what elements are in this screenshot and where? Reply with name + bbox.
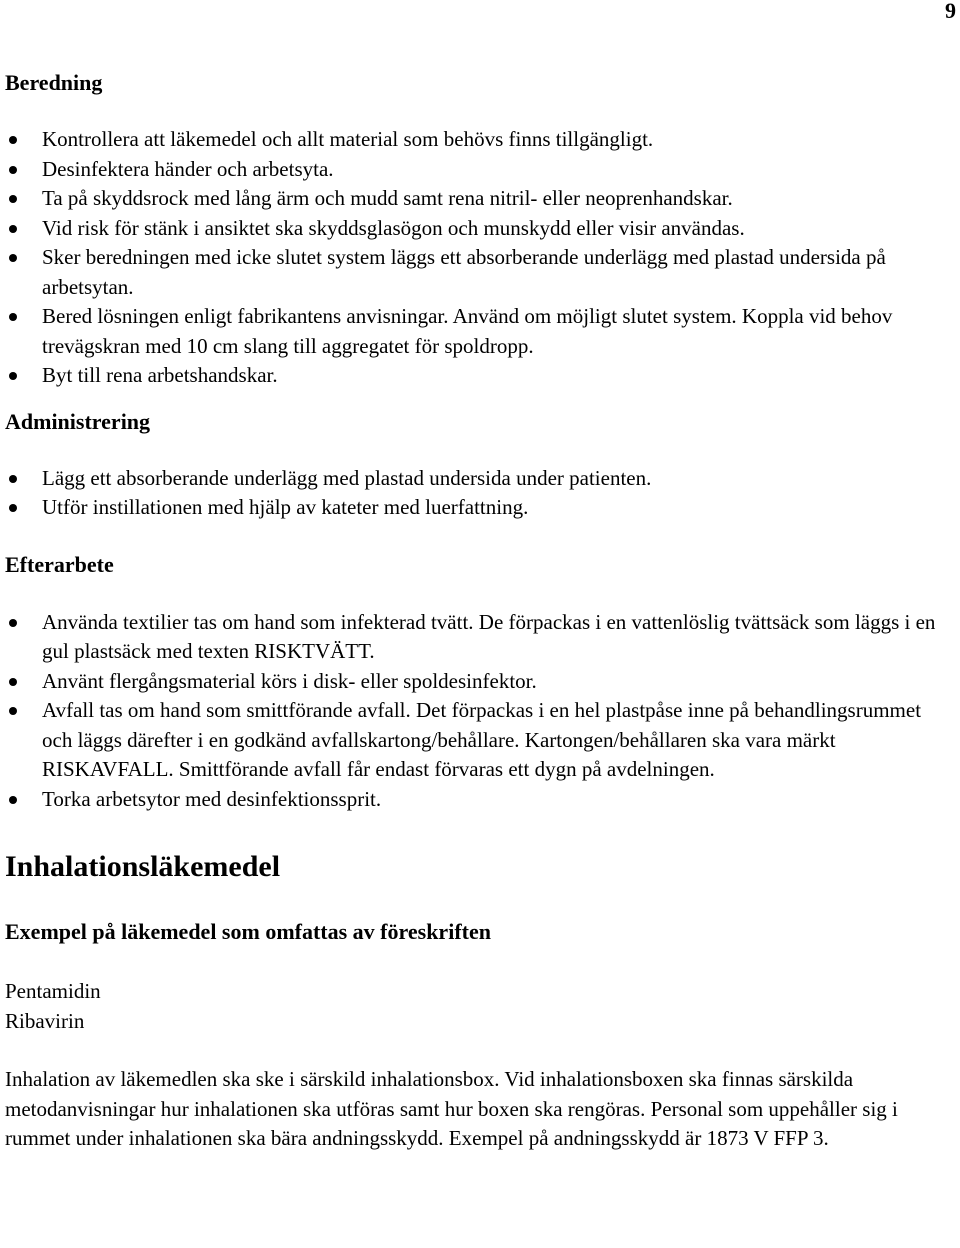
- list-item-text: Kontrollera att läkemedel och allt material som behövs finns tillgängligt.: [42, 127, 654, 151]
- list-item-text: Desinfektera händer och arbetsyta.: [42, 156, 334, 181]
- section-heading-efterarbete: Efterarbete: [5, 551, 114, 577]
- list-item: [5, 608, 945, 667]
- inhalation-paragraph: Inhalation av läkemedlen ska ske i särskild inhalationsbox. Vid inhalationsboxen ska finnas särskilda metodanvisningar hur inhalationen ska utföras samt hur boxen ska rengöras. Personal som uppehåller sig i rummet under inhalationen ska bära andningsskydd. Exempel på andningsskydd är 1873 V FFP 3.: [5, 1067, 898, 1150]
- subheading-exempel: Exempel på läkemedel som omfattas av föreskriften: [5, 919, 491, 944]
- bullet-icon: [9, 166, 17, 174]
- bullet-icon: [9, 796, 17, 804]
- list-item-text: Vid risk för stänk i ansiktet ska skyddsglasögon och munskydd eller visir användas.: [42, 215, 745, 240]
- section-title-inhalationslakemedel: Inhalationsläkemedel: [5, 850, 281, 883]
- beredning-list: [5, 125, 945, 391]
- list-item-text: Bered lösningen enligt fabrikantens anvisningar. Använd om möjligt slutet system. Koppla vid behov trevägskran med 10 cm slang till aggregatet för spoldropp.: [42, 304, 893, 358]
- list-item: [5, 184, 945, 214]
- bullet-icon: [9, 475, 17, 483]
- list-item: [5, 667, 945, 697]
- bullet-icon: [9, 707, 17, 715]
- efterarbete-list: [5, 608, 945, 815]
- list-item: [5, 155, 945, 185]
- bullet-icon: [9, 372, 17, 380]
- page-number: 9: [945, 0, 956, 23]
- bullet-icon: [9, 313, 17, 321]
- section-heading-administrering: Administrering: [5, 408, 151, 434]
- section-heading-beredning: Beredning: [5, 70, 103, 95]
- list-item-text: Använda textilier tas om hand som infekterad tvätt. De förpackas i en vattenlöslig tvättsäck som läggs i en gul plastsäck med texten RISKTVÄTT.: [42, 609, 936, 663]
- list-item-text: Sker beredningen med icke slutet system läggs ett absorberande underlägg med plastad undersida på arbetsytan.: [42, 245, 886, 299]
- list-item-text: Ta på skyddsrock med lång ärm och mudd samt rena nitril- eller neoprenhandskar.: [42, 186, 733, 210]
- bullet-icon: [9, 504, 17, 512]
- bullet-icon: [9, 136, 17, 144]
- list-item-text: Använt flergångsmaterial körs i disk- eller spoldesinfektor.: [42, 668, 537, 693]
- bullet-icon: [9, 619, 17, 627]
- list-item: [5, 785, 945, 815]
- list-item: [5, 302, 945, 361]
- drug-name: Pentamidin: [5, 979, 101, 1003]
- bullet-icon: [9, 254, 17, 262]
- list-item-text: Torka arbetsytor med desinfektionssprit.: [42, 786, 382, 811]
- bullet-icon: [9, 195, 17, 203]
- list-item: [5, 696, 945, 785]
- bullet-icon: [9, 225, 17, 233]
- list-item: [5, 464, 945, 494]
- list-item: [5, 493, 945, 523]
- list-item-text: Lägg ett absorberande underlägg med plastad undersida under patienten.: [42, 465, 652, 490]
- list-item-text: Utför instillationen med hjälp av kateter med luerfattning.: [42, 495, 529, 519]
- list-item: [5, 214, 945, 244]
- drug-list: [5, 977, 945, 1036]
- drug-name: Ribavirin: [5, 1008, 85, 1033]
- bullet-icon: [9, 678, 17, 686]
- list-item: [5, 243, 945, 302]
- document-body: [5, 68, 945, 1154]
- list-item-text: Avfall tas om hand som smittförande avfall. Det förpackas i en hel plastpåse inne på behandlingsrummet och läggs därefter i en godkänd avfallskartong/behållare. Kartongen/behållaren ska vara märkt RISKAVFALL. Smittförande avfall får endast förvaras ett dygn på avdelningen.: [42, 698, 922, 781]
- list-item: [5, 361, 945, 391]
- administrering-list: [5, 464, 945, 523]
- list-item-text: Byt till rena arbetshandskar.: [42, 363, 278, 387]
- list-item: [5, 125, 945, 155]
